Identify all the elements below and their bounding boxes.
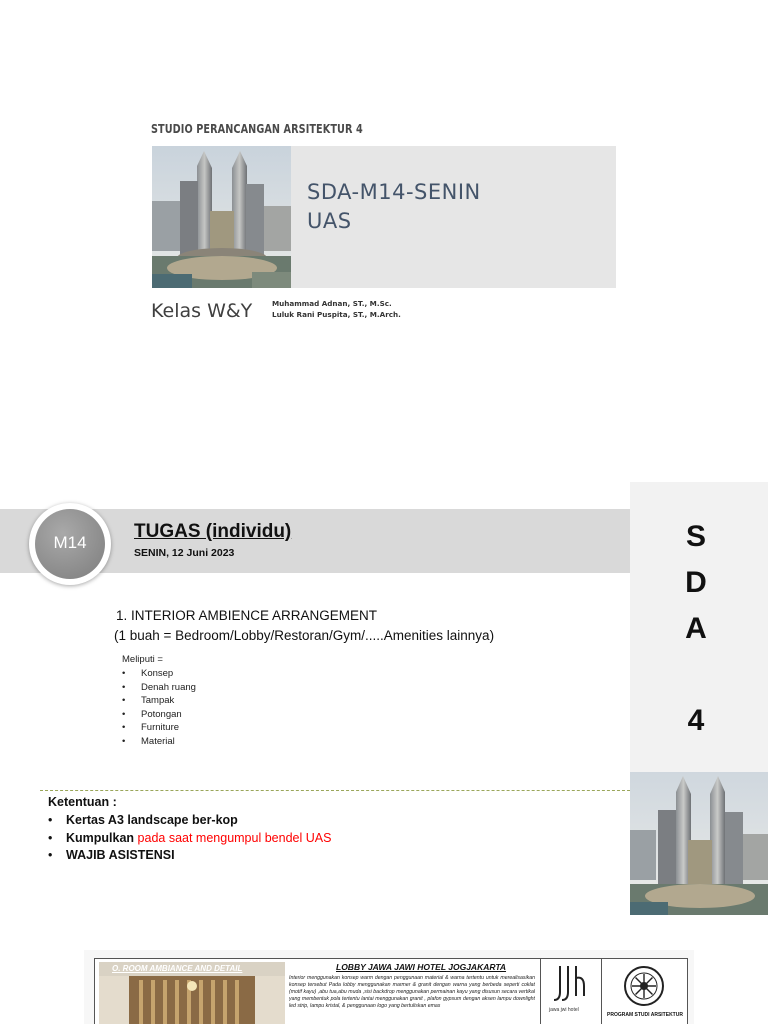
sheet-divider — [540, 958, 541, 1024]
side-letter: S — [685, 520, 706, 553]
side-building-photo — [630, 772, 768, 915]
cover-building-photo — [152, 146, 291, 288]
list-item: • Konsep — [122, 668, 174, 679]
list-item: • Material — [122, 735, 175, 747]
sheet-description: Interior menggunakan konsep warm dengan penggunaan material & warna tertentu untuk merealisasikan konsep tersebut Pada lobby menggunakan marmer & granit dengan warna yang berbeda seperti coklat (motif kayu) ,abu tua,abu muda ,sisi backdrop menggunakan permainan kayu yang disusun secara vertikal yang membentuk pola tertentu lantai menggunakan granit , plafon gypsum dengan aksen lampu downlight led strip, lampu kristal, & penggunaan logo yang bertuliskan emas — [289, 975, 535, 1009]
lecturer-list — [272, 298, 401, 320]
hotel-logo — [551, 962, 591, 1024]
lecturer-name: Luluk Rani Puspita, ST., M.Arch. — [272, 310, 401, 319]
hotel-brand-text: jawa jwi hotel — [549, 1007, 579, 1013]
rule-item: • Kertas A3 landscape ber-kop — [48, 813, 238, 827]
class-label: Kelas W&Y — [151, 300, 253, 322]
program-label: PROGRAM STUDI ARSITEKTUR — [607, 1012, 683, 1018]
side-vertical-title — [630, 514, 762, 744]
course-code — [307, 178, 481, 236]
lecturer-name: Muhammad Adnan, ST., M.Sc. — [272, 299, 392, 308]
list-item: • Potongan — [122, 708, 182, 720]
exam-label: UAS — [307, 209, 352, 233]
task-item-description: (1 buah = Bedroom/Lobby/Restoran/Gym/.....Amenities lainnya) — [114, 628, 495, 643]
rules-heading: Ketentuan : — [48, 795, 117, 809]
components-list — [122, 667, 196, 748]
side-letter: D — [685, 566, 707, 599]
sheet-section-label: O. ROOM AMBIANCE AND DETAIL — [112, 964, 243, 973]
sheet-heading: LOBBY JAWA JAWI HOTEL JOGJAKARTA — [336, 962, 507, 972]
rules-list — [48, 812, 331, 865]
side-letter: A — [685, 612, 707, 645]
task-item-heading: 1. INTERIOR AMBIENCE ARRANGEMENT — [116, 608, 378, 623]
rule-item: • Kumpulkan pada saat mengumpul bendel UAS — [48, 830, 332, 845]
task-title: TUGAS (individu) — [134, 521, 292, 542]
studio-title: STUDIO PERANCANGAN ARSITEKTUR 4 — [151, 121, 363, 136]
list-item: • Denah ruang — [122, 681, 196, 693]
rule-highlight: pada saat mengumpul bendel UAS — [137, 830, 332, 845]
list-item: • Tampak — [122, 695, 175, 706]
module-badge: M14 — [35, 509, 105, 579]
side-letter: 4 — [687, 704, 705, 737]
side-letter — [630, 652, 762, 698]
rule-item: • WAJIB ASISTENSI — [48, 848, 175, 862]
course-code-line: SDA-M14-SENIN — [307, 180, 481, 204]
task-date: SENIN, 12 Juni 2023 — [134, 547, 235, 559]
university-seal-icon — [623, 965, 665, 1007]
section-divider — [40, 790, 630, 791]
list-item: • Furniture — [122, 722, 180, 733]
components-label: Meliputi = — [122, 654, 163, 665]
sheet-divider — [601, 958, 602, 1024]
